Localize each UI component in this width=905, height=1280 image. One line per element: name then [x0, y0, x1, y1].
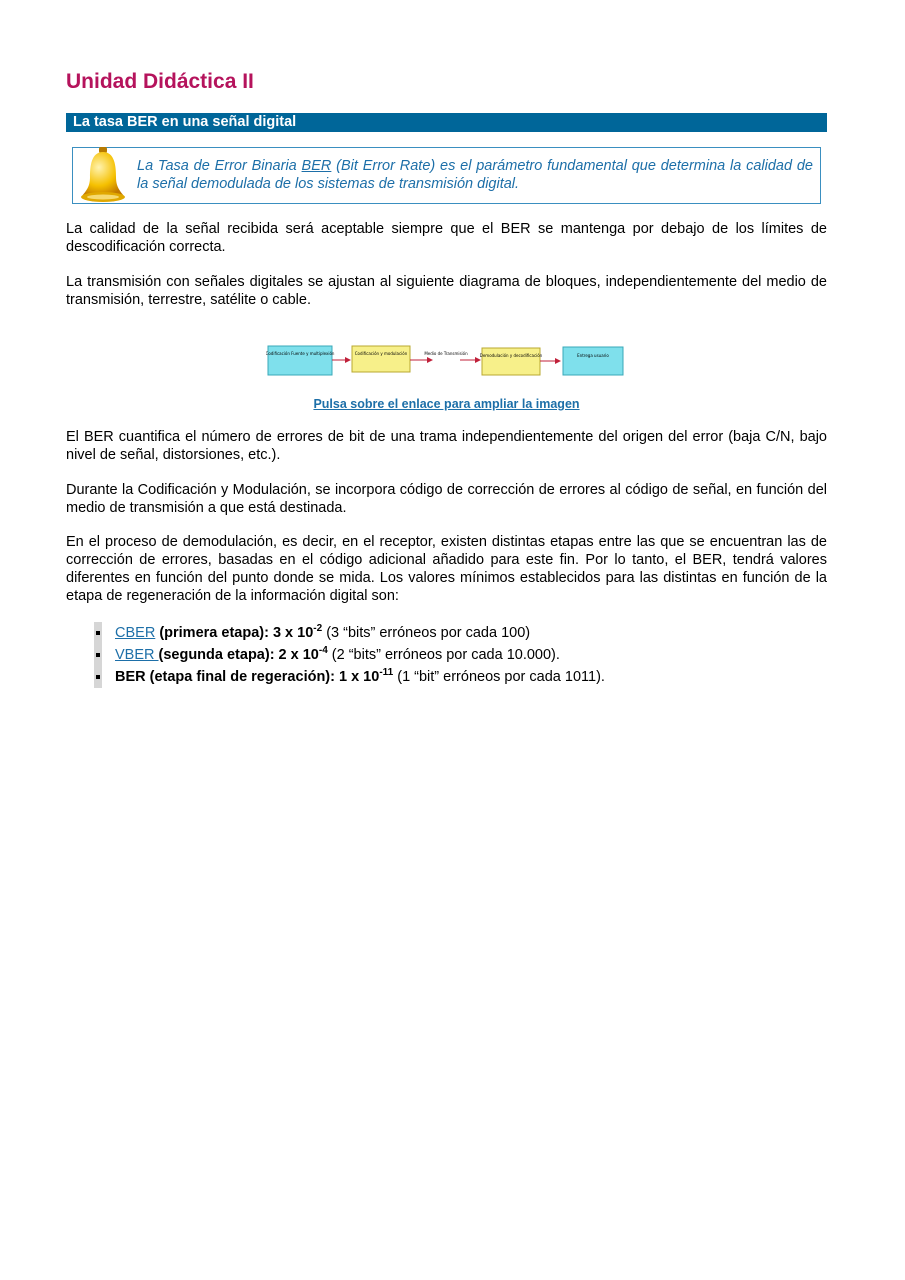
- diagram-medium-label: Medio de Transmisión: [424, 351, 468, 356]
- enlarge-image-link[interactable]: Pulsa sobre el enlace para ampliar la imagen: [313, 397, 580, 411]
- diagram-block-1: [266, 346, 335, 375]
- note-text-start: La Tasa de Error Binaria: [137, 158, 302, 174]
- diagram-block-1-label: Codificación Fuente y multiplexión: [266, 351, 335, 356]
- ber-description: (1 “bit” erróneos por cada 1011).: [393, 669, 605, 685]
- cber-exponent: -2: [313, 623, 323, 634]
- ber-values-list: [94, 622, 605, 688]
- diagram-block-4-label: Demodulación y decodificación: [479, 353, 543, 358]
- paragraph-3: El BER cuantifica el número de errores de bit de una trama independientemente del origen del error (baja C/N, bajo nivel de señal, distorsiones, etc.).: [66, 429, 827, 463]
- note-text-end: (Bit Error Rate) es el parámetro fundamental que determina la calidad de la señal demodulada de los sistemas de transmisión digital.: [137, 158, 813, 192]
- diagram-block-5-label: Entrega usuario: [577, 353, 609, 358]
- vber-link[interactable]: VBER: [115, 647, 159, 663]
- note-box: [72, 147, 821, 204]
- diagram-block-4: [480, 348, 543, 375]
- vber-stage: (segunda etapa): 2 x 10: [158, 647, 319, 663]
- cber-stage: (primera etapa): 3 x 10: [155, 625, 314, 641]
- image-caption: [66, 397, 827, 411]
- cber-description: (3 “bits” erróneos por cada 100): [322, 625, 531, 641]
- diagram-block-5: [563, 347, 623, 375]
- diagram-block-2-label: Codificación y modulación: [354, 351, 408, 356]
- bell-icon: [79, 147, 127, 205]
- paragraph-1: La calidad de la señal recibida será aceptable siempre que el BER se mantenga por debajo de los límites de descodificación correcta.: [66, 221, 827, 255]
- bullet-marker: [94, 666, 102, 688]
- vber-exponent: -4: [318, 645, 328, 656]
- cber-link[interactable]: CBER: [115, 625, 156, 641]
- bullet-marker: [94, 622, 102, 644]
- list-item-vber: [94, 644, 605, 666]
- section-heading: La tasa BER en una señal digital: [66, 113, 827, 132]
- diagram-block-2: [352, 346, 410, 372]
- list-item-ber: [94, 666, 605, 688]
- list-item-cber: [94, 622, 605, 644]
- paragraph-4: Durante la Codificación y Modulación, se incorpora código de corrección de errores al código de señal, en función del medio de transmisión a que está destinada.: [66, 482, 827, 516]
- ber-link[interactable]: BER: [301, 158, 332, 174]
- page-title: Unidad Didáctica II: [66, 70, 254, 93]
- paragraph-5: En el proceso de demodulación, es decir, en el receptor, existen distintas etapas entre las que se encuentran las de corrección de errores, basadas en el código adicional añadido para este fin. Por lo tanto, el BER, tendrá valores diferentes en función del punto donde se mida. Los valores mínimos establecidos para las distintas en función de la etapa de regeneración de la información digital son:: [66, 534, 827, 604]
- note-text: [137, 157, 813, 193]
- ber-stage: BER (etapa final de regeración): 1 x 10: [115, 669, 380, 685]
- paragraph-2: La transmisión con señales digitales se ajustan al siguiente diagrama de bloques, independientemente del medio de transmisión, terrestre, satélite o cable.: [66, 274, 827, 308]
- bullet-marker: [94, 644, 102, 666]
- block-diagram-image[interactable]: [266, 343, 626, 379]
- vber-description: (2 “bits” erróneos por cada 10.000).: [327, 647, 560, 663]
- ber-exponent: -11: [379, 667, 394, 678]
